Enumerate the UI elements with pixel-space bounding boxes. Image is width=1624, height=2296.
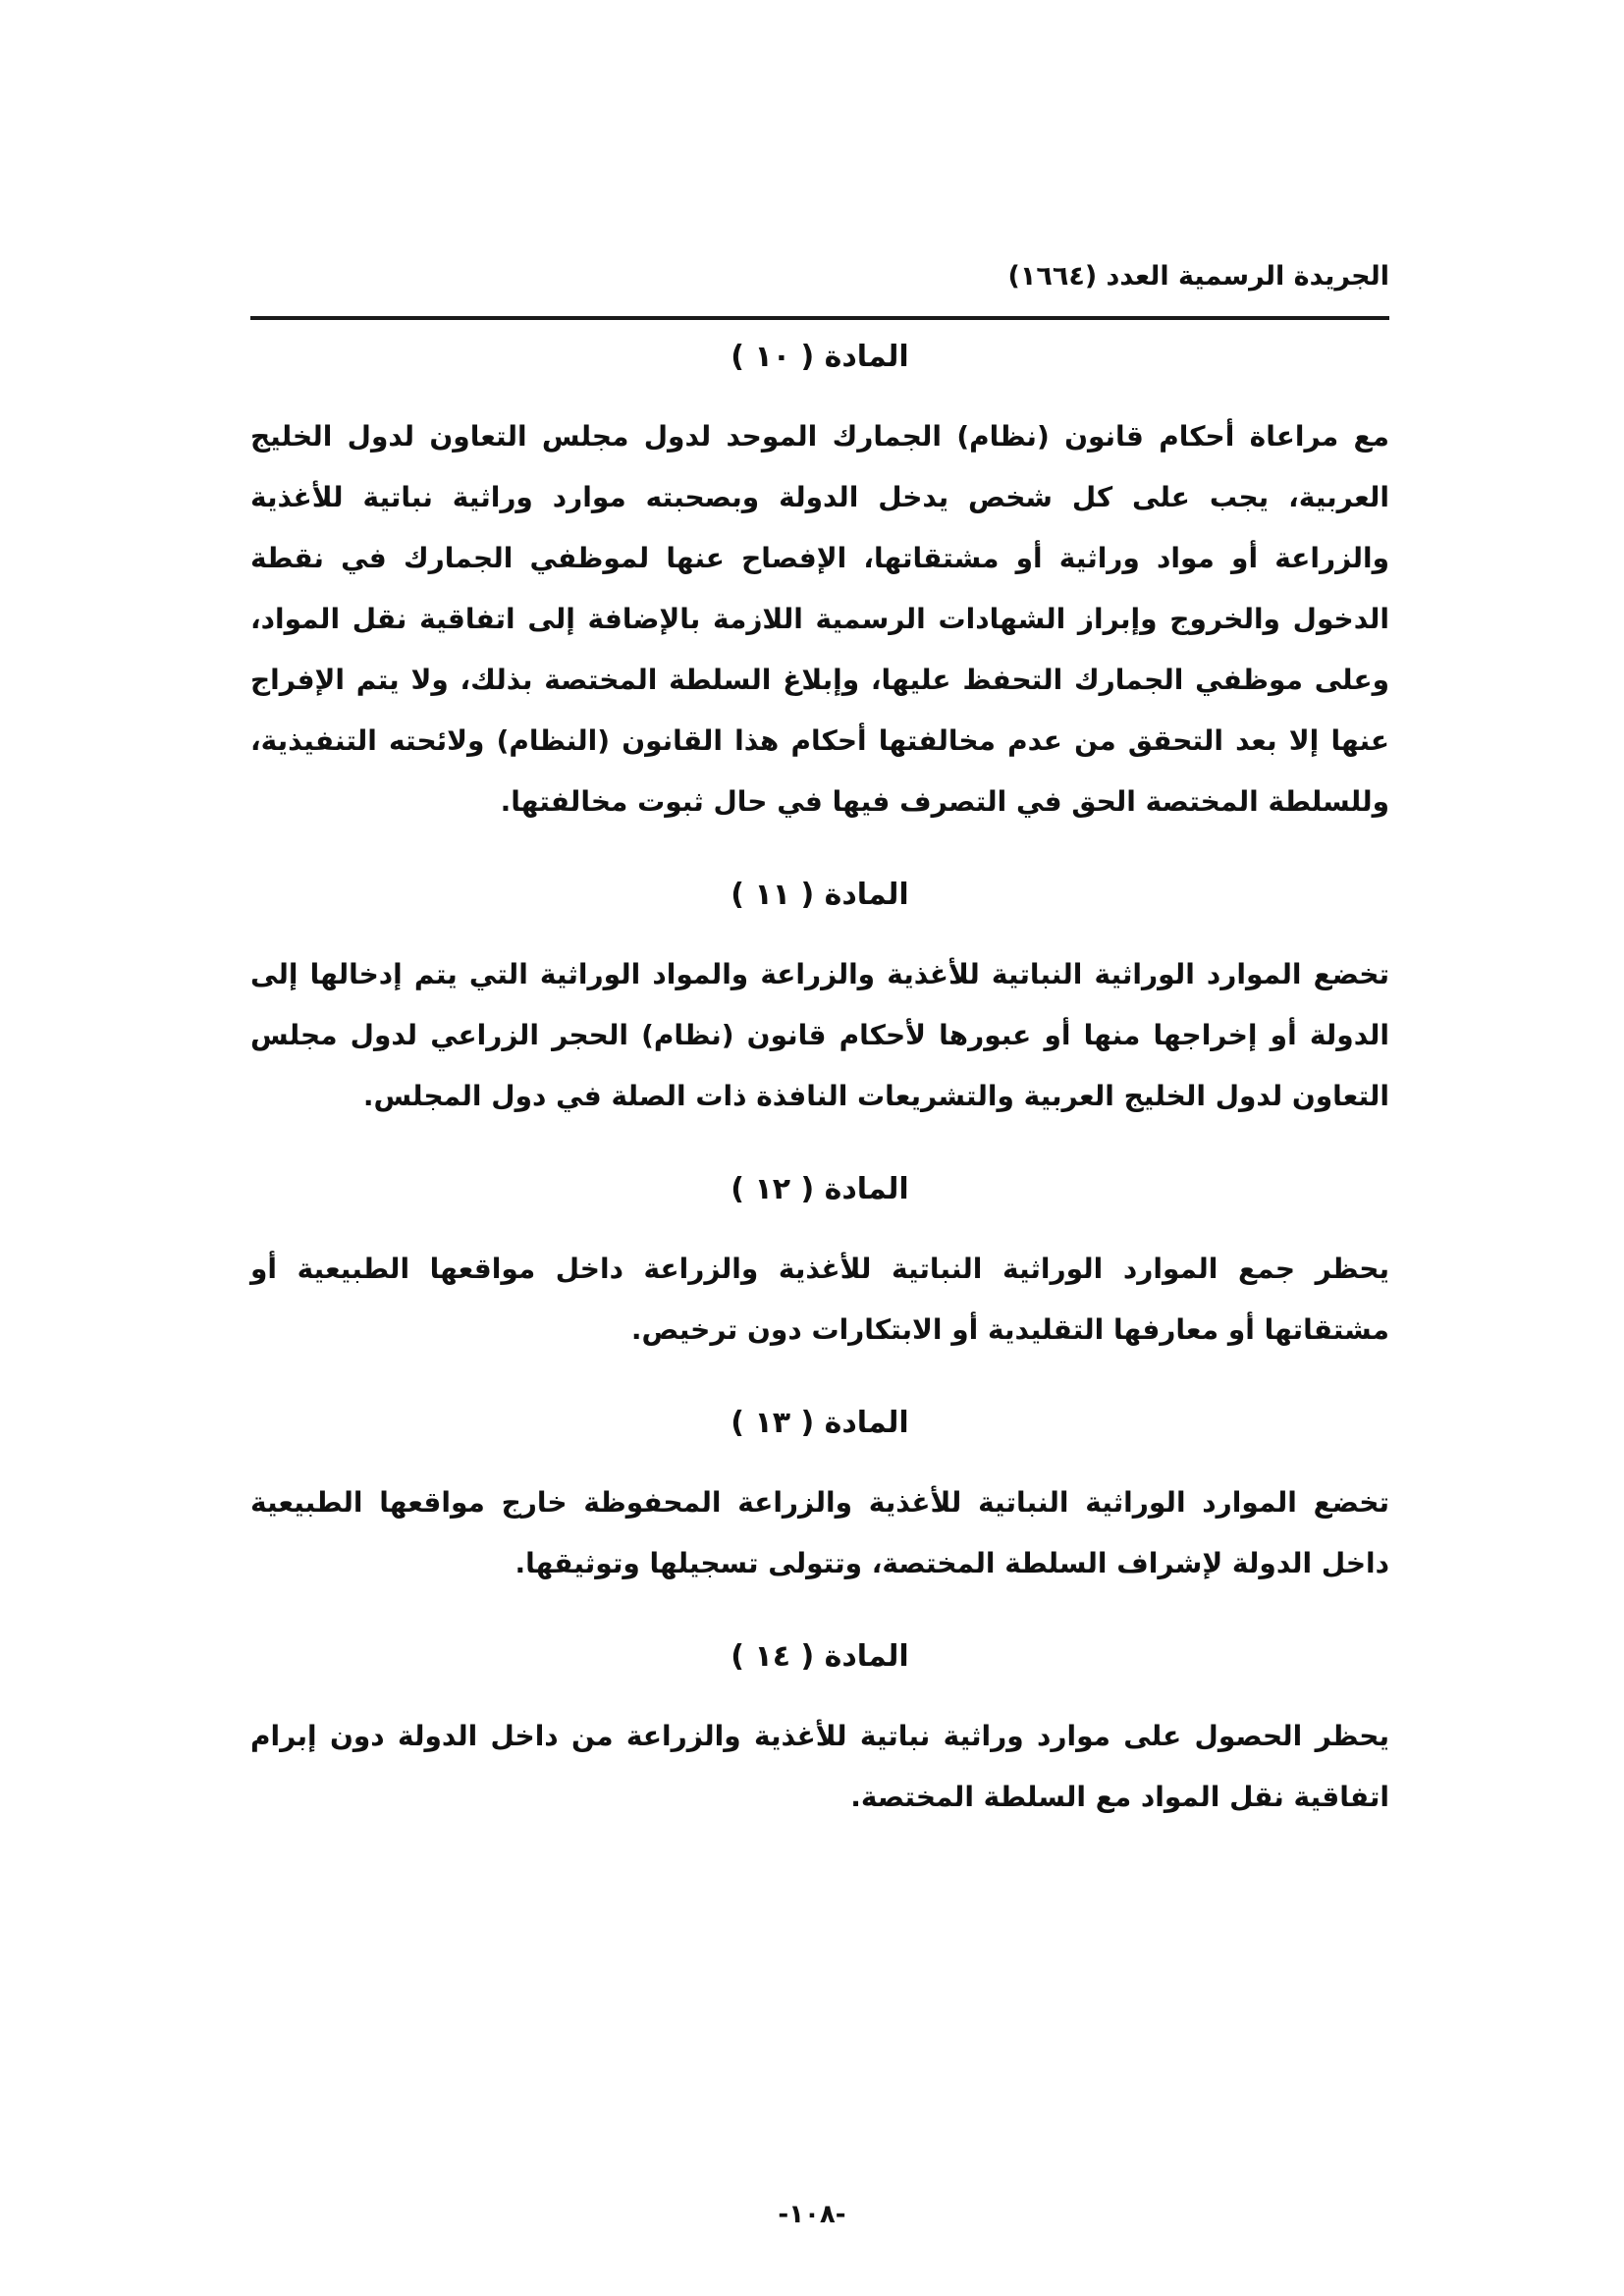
document-body <box>250 312 1389 1845</box>
article-heading: المادة ( ١١ ) <box>731 878 909 912</box>
article-heading: المادة ( ١٠ ) <box>731 340 909 374</box>
article-text: مع مراعاة أحكام قانون (نظام) الجمارك الموحد لدول مجلس التعاون لدول الخليج العربية، يجب على كل شخص يدخل الدولة وبصحبته موارد وراثية نباتية للأغذية والزراعة أو مواد وراثية أو مشتقاتها، الإفصاح عنها لموظفي الجمارك في نقطة الدخول والخروج وإبراز الشهادات الرسمية اللازمة بالإضافة إلى اتفاقية نقل المواد، وعلى موظفي الجمارك التحفظ عليها، وإبلاغ السلطة المختصة بذلك، ولا يتم الإفراج عنها إلا بعد التحقق من عدم مخالفتها أحكام هذا القانون (النظام) ولائحته التنفيذية، وللسلطة المختصة الحق في التصرف فيها في حال ثبوت مخالفتها. <box>250 420 1389 818</box>
article-14 <box>250 1612 1389 1828</box>
article-heading: المادة ( ١٣ ) <box>731 1406 909 1440</box>
article-heading: المادة ( ١٤ ) <box>731 1639 909 1674</box>
article-13 <box>250 1378 1389 1594</box>
article-12 <box>250 1145 1389 1361</box>
article-11 <box>250 850 1389 1127</box>
article-text: يحظر جمع الموارد الوراثية النباتية للأغذية والزراعة داخل مواقعها الطبيعية أو مشتقاتها أو معارفها التقليدية أو الابتكارات دون ترخيص. <box>250 1253 1389 1346</box>
article-heading: المادة ( ١٢ ) <box>731 1172 909 1206</box>
article-text: يحظر الحصول على موارد وراثية نباتية للأغذية والزراعة من داخل الدولة دون إبرام اتفاقية نقل المواد مع السلطة المختصة. <box>250 1720 1389 1813</box>
article-text: تخضع الموارد الوراثية النباتية للأغذية والزراعة والمواد الوراثية التي يتم إدخالها إلى الدولة أو إخراجها منها أو عبورها لأحكام قانون (نظام) الحجر الزراعي لدول مجلس التعاون لدول الخليج العربية والتشريعات النافذة ذات الصلة في دول المجلس. <box>250 958 1389 1112</box>
article-text: تخضع الموارد الوراثية النباتية للأغذية والزراعة المحفوظة خارج مواقعها الطبيعية داخل الدولة لإشراف السلطة المختصة، وتتولى تسجيلها وتوثيقها. <box>250 1486 1389 1579</box>
gazette-header-title: الجريدة الرسمية العدد (١٦٦٤) <box>1007 261 1389 292</box>
article-10 <box>250 312 1389 832</box>
page-number: -١٠٨- <box>778 2200 846 2229</box>
gazette-header <box>250 257 1389 320</box>
